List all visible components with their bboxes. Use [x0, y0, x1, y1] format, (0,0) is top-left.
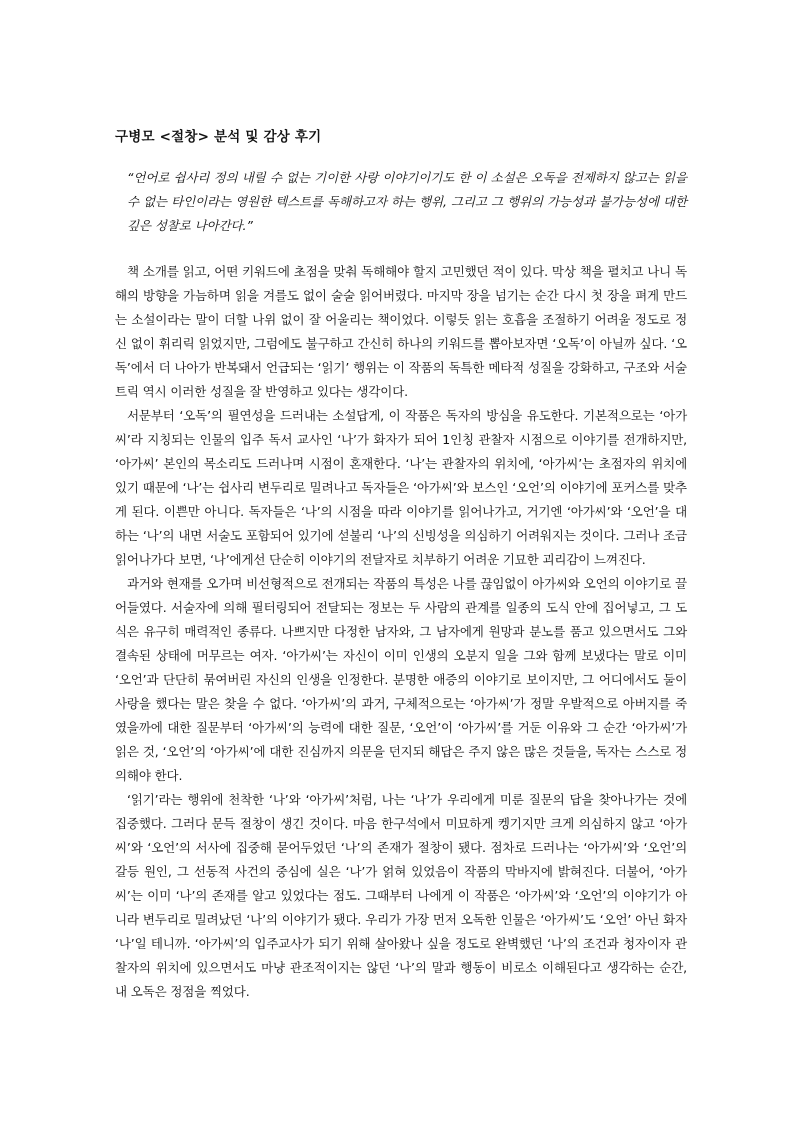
epigraph-quote: “언어로 쉽사리 정의 내릴 수 없는 기이한 사랑 이야기이기도 한 이 소설은 오독을 전제하지 않고는 읽을 수 없는 타인이라는 영원한 텍스트를 독해하고자 하는 행위, 그리고 그 행위의 가능성과 불가능성에 대한 깊은 성찰로 나아간다.”: [127, 170, 687, 233]
body-paragraph-2: 서문부터 ‘오독’의 필연성을 드러내는 소설답게, 이 작품은 독자의 방심을 유도한다. 기본적으로는 ‘아가씨’라 지칭되는 인물의 입주 독서 교사인 ‘나’가 화자가 되어 1인칭 관찰자 시점으로 이야기를 전개하지만, ‘아가씨’ 본인의 목소리도 드러나며 시점이 혼재한다. ‘나’는 관찰자의 위치에, ‘아가씨’는 초점자의 위치에 있기 때문에 ‘나’는 쉽사리 변두리로 밀려나고 독자들은 ‘아가씨’와 보스인 ‘오언’의 이야기에 포커스를 맞추게 된다. 이쁜만 아니다. 독자들은 ‘나’의 시점을 따라 이야기를 읽어나가고, 거기엔 ‘아가씨’와 ‘오언’을 대하는 ‘나’의 내면 서술도 포함되어 있기에 섣불리 ‘나’의 신빙성을 의심하기 어려워지는 것이다. 그러나 조금 읽어나가다 보면, ‘나’에게선 단순히 이야기의 전달자로 치부하기 어려운 기묘한 괴리감이 느껴진다.: [115, 408, 687, 567]
body-paragraph-3: 과거와 현재를 오가며 비선형적으로 전개되는 작품의 특성은 나를 끊임없이 아가씨와 오언의 이야기로 끌어들였다. 서술자에 의해 필터링되어 전달되는 정보는 두 사람의 관계를 일종의 도식 안에 집어넣고, 그 도식은 유구히 매력적인 종류다. 나쁘지만 다정한 남자와, 그 남자에게 원망과 분노를 품고 있으면서도 그와 결속된 상태에 머무르는 여자. ‘아가씨’는 자신이 이미 인생의 오분지 일을 그와 함께 보냈다는 말로 이미 ‘오언’과 단단히 묶여버린 자신의 인생을 인정한다. 분명한 애증의 이야기로 보이지만, 그 어디에서도 둘이 사랑을 했다는 말은 찾을 수 없다. ‘아가씨’의 과거, 구체적으로는 ‘아가씨’가 정말 우발적으로 아버지를 죽였을까에 대한 질문부터 ‘아가씨’의 능력에 대한 질문, ‘오언’이 ‘아가씨’를 거둔 이유와 그 순간 ‘아가씨’가 읽은 것, ‘오언’의 ‘아가씨’에 대한 진심까지 의문을 던지되 해답은 주지 않은 많은 것들을, 독자는 스스로 정의해야 한다.: [115, 576, 687, 783]
document-page: [115, 126, 687, 1004]
body-paragraph-1: 책 소개를 읽고, 어떤 키워드에 초점을 맞춰 독해해야 할지 고민했던 적이 있다. 막상 책을 펼치고 나니 독해의 방향을 가늠하며 읽을 겨를도 없이 술술 읽어버렸다. 마지막 장을 넘기는 순간 다시 첫 장을 펴게 만드는 소설이라는 말이 더할 나위 없이 잘 어울리는 책이었다. 이렇듯 읽는 호흡을 조절하기 어려울 정도로 정신 없이 휘리릭 읽었지만, 그럼에도 불구하고 간신히 하나의 키워드를 뽑아보자면 ‘오독’이 아닐까 싶다. ‘오독’에서 더 나아가 반복돼서 언급되는 ‘읽기’ 행위는 이 작품의 독특한 메타적 성질을 강화하고, 구조와 서술 트릭 역시 이러한 성질을 잘 반영하고 있다는 생각이다.: [115, 264, 687, 399]
page-title: 구병모 <절창> 분석 및 감상 후기: [115, 129, 322, 145]
body-paragraph-4: ‘읽기’라는 행위에 천착한 ‘나’와 ‘아가씨’처럼, 나는 ‘나’가 우리에게 미룬 질문의 답을 찾아나가는 것에 집중했다. 그러다 문득 절창이 생긴 것이다. 마음 한구석에서 미묘하게 켕기지만 크게 의심하지 않고 ‘아가씨’와 ‘오언’의 서사에 집중해 묻어두었던 ‘나’의 존재가 절창이 됐다. 점차로 드러나는 ‘아가씨’와 ‘오언’의 갈등 원인, 그 선동적 사건의 중심에 실은 ‘나’가 얽혀 있었음이 작품의 막바지에 밝혀진다. 더불어, ‘아가씨’는 이미 ‘나’의 존재를 알고 있었다는 점도. 그때부터 나에게 이 작품은 ‘아가씨’와 ‘오언’의 이야기가 아니라 변두리로 밀려났던 ‘나’의 이야기가 됐다. 우리가 가장 먼저 오독한 인물은 ‘아가씨’도 ‘오언’ 아닌 화자 ‘나’일 테니까. ‘아가씨’의 입주교사가 되기 위해 살아왔나 싶을 정도로 완벽했던 ‘나’의 조건과 청자이자 관찰자의 위치에 있으면서도 마냥 관조적이지는 않던 ‘나’의 말과 행동이 비로소 이해된다고 생각하는 순간, 내 오독은 정점을 찍었다.: [115, 792, 687, 999]
